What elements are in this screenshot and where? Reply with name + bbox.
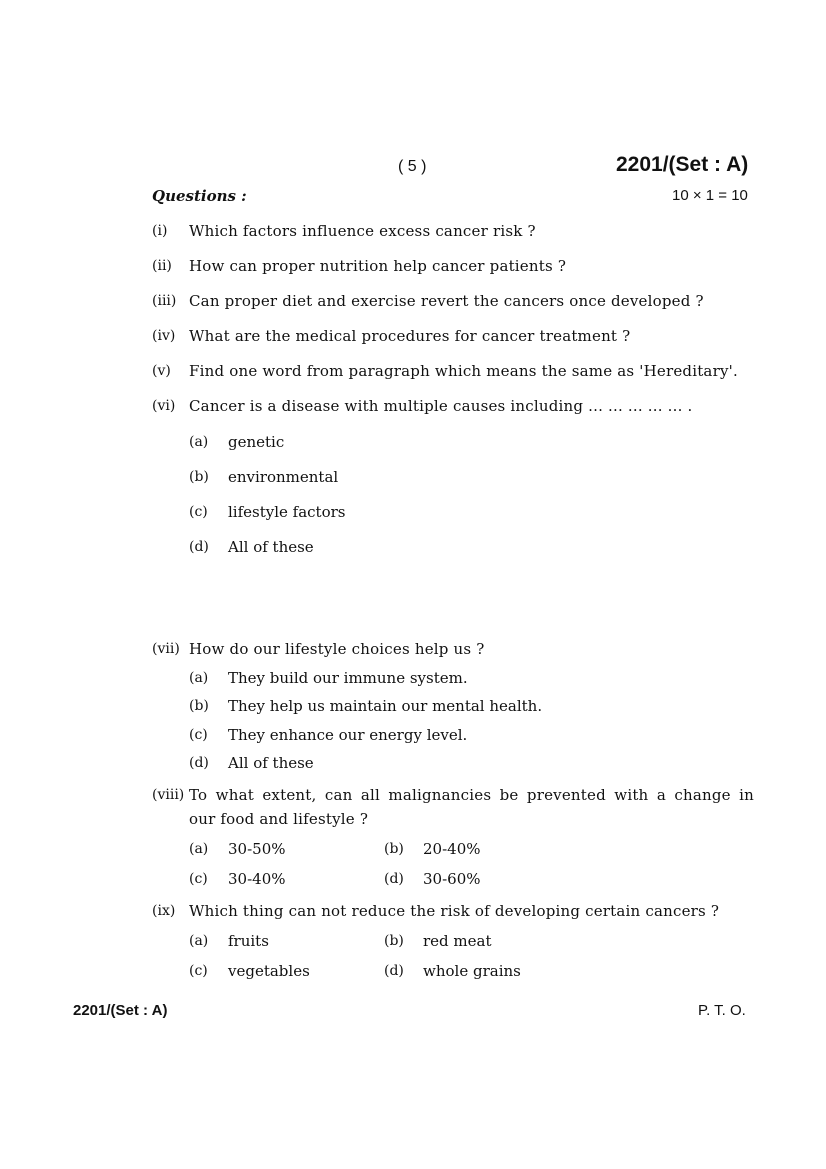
option-label: (c)	[189, 727, 208, 743]
question-number: (i)	[152, 223, 168, 239]
option-text: 30-50%	[228, 840, 286, 858]
question-number: (vii)	[152, 641, 180, 657]
question-text: What are the medical procedures for cancer treatment ?	[189, 327, 631, 345]
question-text-line2: our food and lifestyle ?	[189, 810, 369, 828]
option-label: (d)	[189, 755, 209, 771]
option-label: (d)	[189, 539, 209, 555]
page-turn-note: P. T. O.	[698, 1002, 746, 1019]
option-label: (a)	[189, 434, 209, 450]
question-number: (v)	[152, 363, 171, 379]
option-text: fruits	[228, 932, 269, 950]
paper-code-footer: 2201/(Set : A)	[73, 1002, 168, 1019]
option-label: (a)	[189, 670, 209, 686]
option-label: (b)	[189, 469, 209, 485]
question-number: (ix)	[152, 903, 176, 919]
option-text: 30-60%	[423, 870, 481, 888]
option-label: (c)	[189, 504, 208, 520]
page-number: ( 5 )	[398, 158, 427, 175]
option-label: (a)	[189, 841, 209, 857]
question-number: (ii)	[152, 258, 172, 274]
option-text: They enhance our energy level.	[228, 726, 468, 744]
option-text: All of these	[228, 754, 314, 772]
option-label: (c)	[189, 871, 208, 887]
paper-code-header: 2201/(Set : A)	[616, 153, 749, 176]
question-text: Cancer is a disease with multiple causes including ... ... ... ... ... .	[189, 397, 693, 415]
option-label: (b)	[384, 933, 404, 949]
option-label: (c)	[189, 963, 208, 979]
question-text: Which factors influence excess cancer risk ?	[189, 222, 536, 240]
question-text: Which thing can not reduce the risk of developing certain cancers ?	[189, 902, 720, 920]
option-label: (b)	[189, 698, 209, 714]
question-text: Find one word from paragraph which means the same as 'Hereditary'.	[189, 362, 738, 380]
option-text: 30-40%	[228, 870, 286, 888]
option-text: They build our immune system.	[228, 669, 468, 687]
question-number: (vi)	[152, 398, 176, 414]
option-text: lifestyle factors	[228, 503, 346, 521]
option-label: (d)	[384, 963, 404, 979]
option-text: vegetables	[228, 962, 310, 980]
option-text: 20-40%	[423, 840, 481, 858]
marks-scheme: 10 × 1 = 10	[672, 187, 748, 204]
question-number: (iii)	[152, 293, 177, 309]
option-text: They help us maintain our mental health.	[228, 697, 543, 715]
question-number: (iv)	[152, 328, 176, 344]
option-text: whole grains	[423, 962, 521, 980]
option-text: genetic	[228, 433, 285, 451]
question-text: Can proper diet and exercise revert the cancers once developed ?	[189, 292, 704, 310]
question-text: How can proper nutrition help cancer patients ?	[189, 257, 567, 275]
option-text: All of these	[228, 538, 314, 556]
option-label: (b)	[384, 841, 404, 857]
option-label: (d)	[384, 871, 404, 887]
option-label: (a)	[189, 933, 209, 949]
question-number: (viii)	[152, 787, 185, 803]
question-text: How do our lifestyle choices help us ?	[189, 640, 485, 658]
option-text: red meat	[423, 932, 492, 950]
question-text-line1: To what extent, can all malignancies be prevented with a change in	[189, 786, 754, 804]
option-text: environmental	[228, 468, 339, 486]
questions-heading: Questions :	[152, 187, 247, 205]
